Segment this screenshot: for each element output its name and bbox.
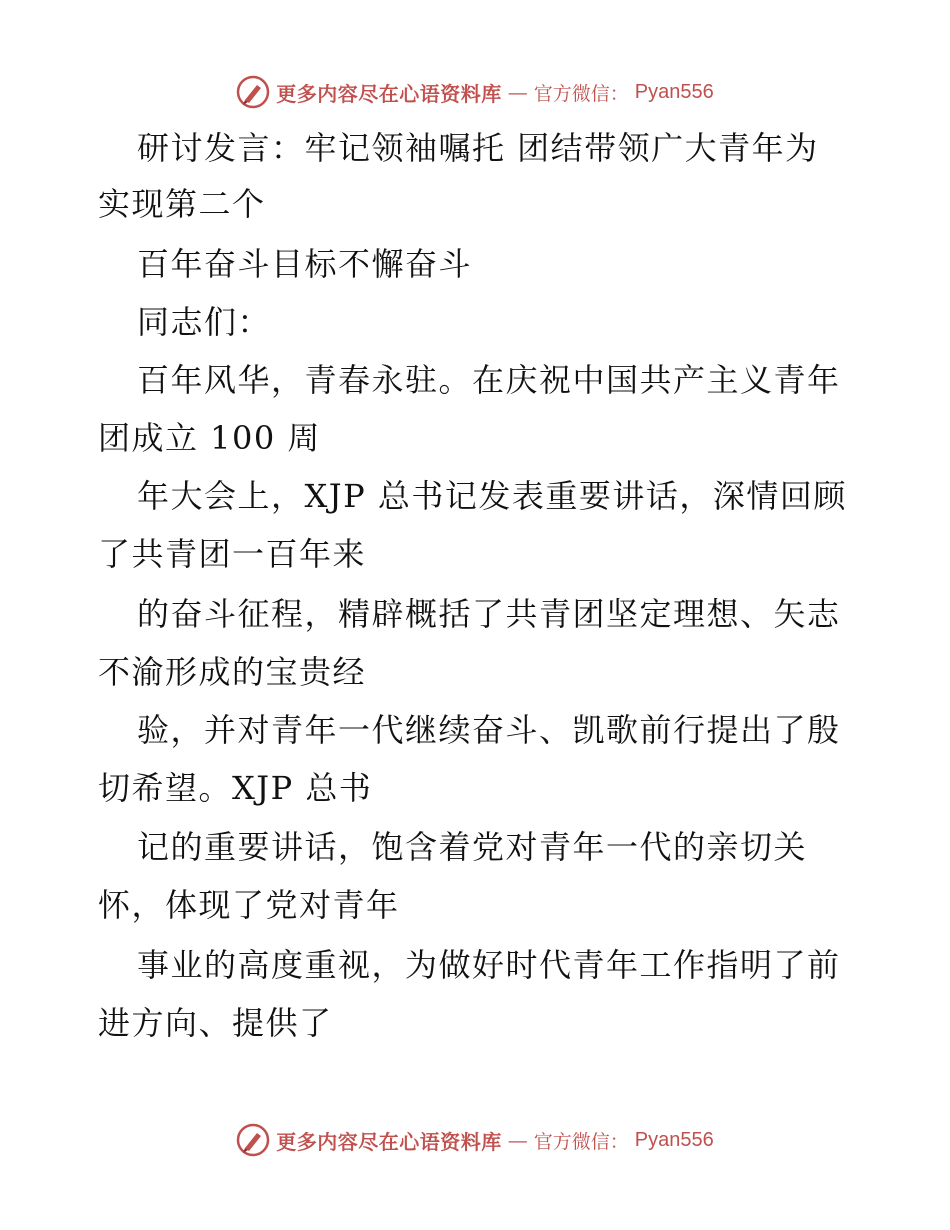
title-line-1: 研讨发言：牢记领袖嘱托 团结带领广大青年为 <box>137 129 819 167</box>
watermark-wechat-id: Pyan556 <box>634 1128 714 1151</box>
salutation: 同志们： <box>137 303 272 341</box>
watermark-main-text: 更多内容尽在心语资料库 <box>276 1129 502 1154</box>
pen-logo-icon <box>236 1123 270 1157</box>
body-line: 怀，体现了党对青年 <box>98 886 400 924</box>
footer-watermark <box>0 1120 950 1160</box>
body-line: 年大会上，XJP 总书记发表重要讲话，深情回顾 <box>137 477 847 515</box>
title-line-2: 实现第二个 <box>98 185 266 223</box>
watermark-sub-text: 官方微信： <box>533 82 629 105</box>
watermark-wechat-id: Pyan556 <box>634 80 714 103</box>
body-line: 进方向、提供了 <box>98 1004 333 1042</box>
pen-logo-icon <box>236 75 270 109</box>
body-line: 切希望。XJP 总书 <box>98 769 373 807</box>
watermark-main-text: 更多内容尽在心语资料库 <box>276 81 502 106</box>
header-watermark <box>0 72 950 112</box>
watermark-dash: — <box>507 80 528 104</box>
body-line: 验，并对青年一代继续奋斗、凯歌前行提出了殷 <box>137 711 841 749</box>
watermark-sub-text: 官方微信： <box>533 1130 629 1153</box>
body-line: 了共青团一百年来 <box>98 535 367 573</box>
title-line-3: 百年奋斗目标不懈奋斗 <box>137 245 473 283</box>
body-line: 事业的高度重视，为做好时代青年工作指明了前 <box>137 946 841 984</box>
watermark-dash: — <box>507 1128 528 1152</box>
body-line: 不渝形成的宝贵经 <box>98 653 367 691</box>
body-line: 团成立 100 周 <box>98 419 321 457</box>
body-line: 百年风华，青春永驻。在庆祝中国共产主义青年 <box>137 361 841 399</box>
body-line: 的奋斗征程，精辟概括了共青团坚定理想、矢志 <box>137 595 841 633</box>
body-line: 记的重要讲话，饱含着党对青年一代的亲切关 <box>137 828 808 866</box>
